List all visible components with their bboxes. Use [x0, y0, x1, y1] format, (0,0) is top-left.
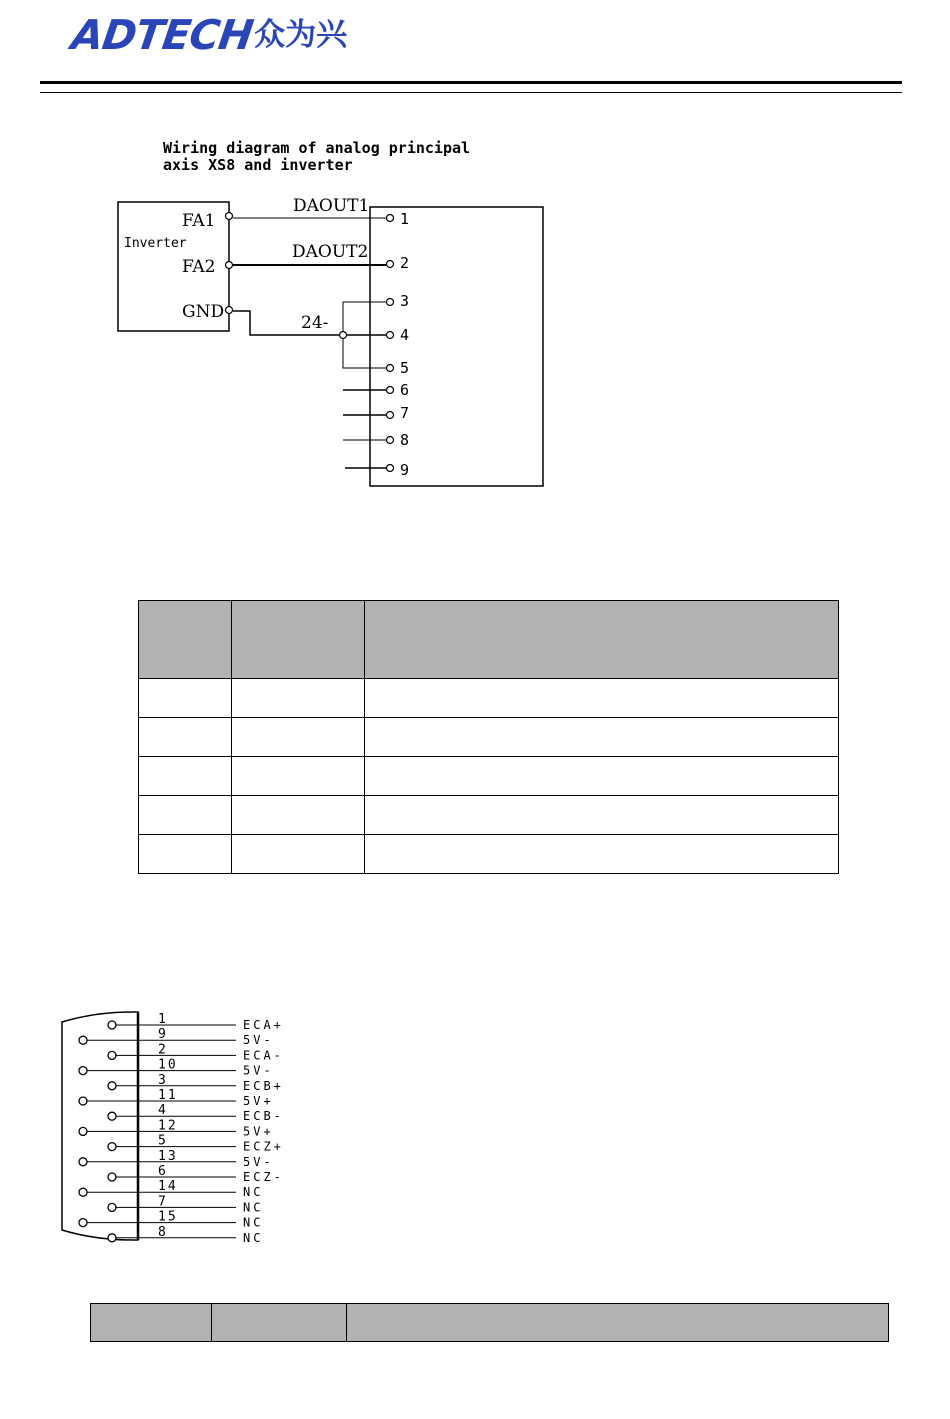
table-row: [139, 796, 839, 835]
signal-label-24v: 24-: [301, 313, 329, 333]
pin-signal-label: ECZ+: [243, 1139, 284, 1154]
table-row: [139, 718, 839, 757]
signal-label-daout1: DAOUT1: [293, 196, 370, 216]
table-header-cell: [365, 601, 839, 679]
terminal-fa1: [226, 213, 233, 220]
table-header-cell: [232, 601, 365, 679]
connector-terminal: [387, 215, 394, 222]
table-cell: [365, 757, 839, 796]
table-header-cell: [347, 1304, 889, 1342]
connector-terminal: [387, 387, 394, 394]
connector-pin-number: 5: [400, 359, 410, 377]
inverter-pin-fa2: FA2: [182, 257, 216, 277]
connector-terminal: [387, 332, 394, 339]
pin-number: 12: [158, 1118, 178, 1134]
pin-signal-label: ECA+: [243, 1018, 284, 1032]
pin-number: 11: [158, 1088, 178, 1103]
pin-circle: [79, 1188, 87, 1196]
table-cell: [365, 796, 839, 835]
pin-number: 3: [158, 1072, 168, 1088]
pin-circle: [79, 1158, 87, 1166]
table-cell: [365, 718, 839, 757]
pin-signal-label: 5V-: [243, 1063, 274, 1078]
pin-circle: [79, 1127, 87, 1135]
connector-box: [370, 207, 543, 486]
pin-number: 2: [158, 1042, 168, 1058]
pin-circle: [79, 1036, 87, 1044]
pin-number: 6: [158, 1164, 168, 1179]
pin-number: 8: [158, 1224, 168, 1240]
pin-signal-label: 5V-: [243, 1154, 274, 1169]
table-cell: [139, 796, 232, 835]
terminal-gnd: [226, 307, 233, 314]
table-cell: [139, 757, 232, 796]
signal-label-daout2: DAOUT2: [292, 242, 369, 262]
pin-signal-label: ECB-: [243, 1109, 284, 1124]
pin-circle: [108, 1112, 116, 1120]
connector-terminal: [387, 261, 394, 268]
pin-number: 7: [158, 1194, 168, 1210]
pin-signal-label: 5V-: [243, 1033, 274, 1048]
connector-pin-number: 7: [400, 404, 410, 422]
table-cell: [232, 679, 365, 718]
table-header-row: [139, 601, 839, 679]
logo-text: ADTECH: [68, 11, 256, 59]
table-row: [139, 835, 839, 874]
pin-number: 10: [158, 1057, 178, 1073]
pin-number: 13: [158, 1148, 178, 1164]
table-header-row: [91, 1304, 889, 1342]
table-header-cell: [91, 1304, 212, 1342]
inverter-pin-gnd: GND: [182, 302, 225, 322]
pin-number: 1: [158, 1012, 168, 1027]
pin-signal-label: ECB+: [243, 1078, 284, 1093]
pin-circle: [108, 1021, 116, 1029]
pin-circle: [79, 1097, 87, 1105]
connector-pin-number: 9: [400, 461, 410, 479]
pin-circle: [108, 1051, 116, 1059]
pin-number: 9: [158, 1027, 168, 1043]
pin-signal-label: 5V+: [243, 1094, 274, 1108]
pin-signal-label: NC: [243, 1215, 264, 1230]
connector-terminal: [387, 365, 394, 372]
logo-chinese-text: 众为兴: [254, 17, 348, 53]
encoder-pin-table: [90, 1303, 889, 1342]
table-header-cell: [139, 601, 232, 679]
table-cell: [232, 835, 365, 874]
pin-signal-label: 5V+: [243, 1124, 274, 1139]
connector-terminal: [387, 465, 394, 472]
db15-connector-diagram: [0, 1000, 950, 1260]
pin-number: 15: [158, 1209, 178, 1225]
table-cell: [365, 679, 839, 718]
connector-terminal: [387, 412, 394, 419]
pin-number: 4: [158, 1103, 168, 1119]
connector-pin-number: 2: [400, 254, 410, 272]
pin-circle: [108, 1143, 116, 1151]
table-cell: [139, 679, 232, 718]
wiring-diagram: [0, 0, 950, 560]
connector-pin-number: 4: [400, 326, 410, 344]
pin-circle: [79, 1219, 87, 1227]
table-cell: [139, 835, 232, 874]
diagram-title-line1: Wiring diagram of analog principal: [163, 139, 471, 157]
table-cell: [232, 757, 365, 796]
connector-pin-number: 6: [400, 381, 410, 399]
pin-circle: [108, 1082, 116, 1090]
connector-terminal: [387, 437, 394, 444]
pin-number: 14: [158, 1179, 178, 1195]
connector-pin-number: 8: [400, 431, 410, 449]
pin-signal-label: NC: [243, 1185, 264, 1200]
connector-shell: [62, 1012, 138, 1240]
table-header-cell: [212, 1304, 347, 1342]
inverter-label: Inverter: [124, 236, 187, 251]
connector-pin-number: 1: [400, 210, 410, 228]
terminal-fa2: [226, 262, 233, 269]
connector-pin-number: 3: [400, 292, 410, 310]
table-row: [139, 757, 839, 796]
connector-terminal: [387, 299, 394, 306]
table-row: [139, 679, 839, 718]
pin-number: 5: [158, 1133, 168, 1149]
table-cell: [232, 718, 365, 757]
pin-circle: [108, 1203, 116, 1211]
table-cell: [232, 796, 365, 835]
pin-definition-table: [138, 600, 839, 874]
pin-signal-label: ECA-: [243, 1048, 284, 1063]
pin-signal-label: ECZ-: [243, 1170, 284, 1184]
pin-signal-label: NC: [243, 1200, 264, 1215]
pin-circle: [108, 1173, 116, 1181]
terminal-junction: [340, 332, 347, 339]
inverter-pin-fa1: FA1: [182, 211, 216, 231]
diagram-title-line2: axis XS8 and inverter: [163, 156, 353, 174]
table-cell: [365, 835, 839, 874]
pin-signal-label: NC: [243, 1230, 264, 1245]
table-cell: [139, 718, 232, 757]
pin-circle: [108, 1234, 116, 1242]
pin-circle: [79, 1067, 87, 1075]
